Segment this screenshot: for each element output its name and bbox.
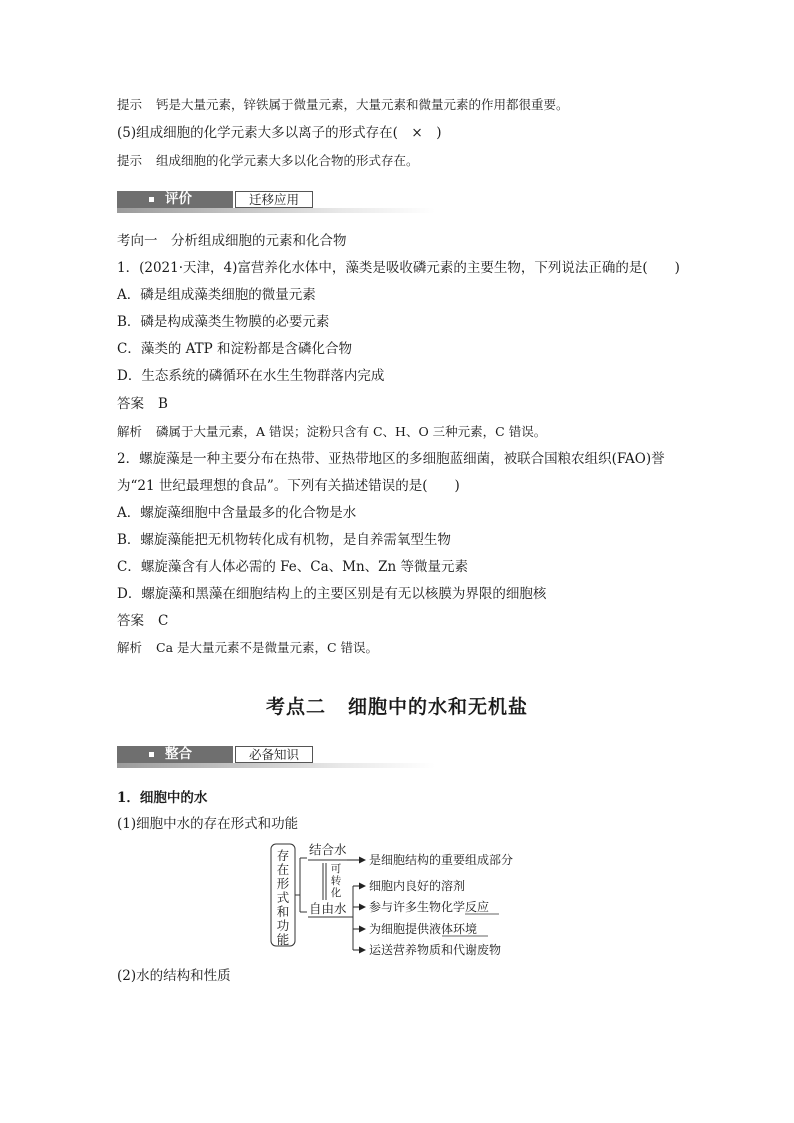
analysis-text: Ca 是大量元素不是微量元素，C 错误。	[156, 640, 379, 655]
question-1-option-b: B．磷是构成藻类生物膜的必要元素	[117, 314, 330, 330]
question-1-answer	[117, 395, 168, 413]
box-char: 式	[276, 890, 290, 905]
banner-underline	[117, 763, 435, 768]
question-2-option-d: D．螺旋藻和黑藻在细胞结构上的主要区别是有无以核膜为界限的细胞核	[117, 586, 547, 602]
banner-tag: 迁移应用	[235, 191, 313, 208]
hint-text: 钙是大量元素，锌铁属于微量元素，大量元素和微量元素的作用都很重要。	[156, 97, 569, 112]
box-char: 和	[276, 904, 290, 919]
question-2-analysis	[117, 639, 378, 657]
section-number: 考点二	[265, 696, 326, 718]
section-banner-evaluation	[117, 191, 435, 213]
hint-label: 提示	[117, 97, 143, 112]
box-char: 存	[276, 848, 290, 863]
svg-text:可: 可	[330, 863, 342, 875]
question-2-option-b: B．螺旋藻能把无机物转化成有机物，是自养需氧型生物	[117, 532, 451, 548]
question-1-option-a: A．磷是组成藻类细胞的微量元素	[117, 287, 316, 303]
hint-label: 提示	[117, 153, 143, 168]
question-1-stem: 1．(2021·天津，4)富营养化水体中，藻类是吸收磷元素的主要生物，下列说法正确的是( )	[117, 260, 680, 276]
square-bullet-icon	[149, 752, 154, 757]
box-char: 形	[276, 876, 290, 891]
banner-title: 评价	[165, 191, 192, 207]
answer-value: B	[158, 396, 168, 412]
answer-label: 答案	[117, 613, 144, 629]
question-1-option-d: D．生态系统的磷循环在水生生物群落内完成	[117, 368, 385, 384]
box-char: 在	[276, 862, 290, 877]
question-2-stem-line-2: 为“21 世纪最理想的食品”。下列有关描述错误的是( )	[117, 478, 460, 494]
box-char: 能	[276, 932, 290, 947]
analysis-text: 磷属于大量元素，A 错误；淀粉只含有 C、H、O 三种元素，C 错误。	[156, 424, 547, 439]
direction-heading: 考向一 分析组成细胞的元素和化合物	[117, 233, 347, 249]
bound-water-label: 结合水	[309, 842, 347, 857]
answer-label: 答案	[117, 396, 144, 412]
analysis-label: 解析	[117, 424, 143, 439]
convertible-label	[331, 863, 342, 899]
question-1-analysis	[117, 423, 546, 441]
question-1-option-c: C．藻类的 ATP 和淀粉都是含磷化合物	[117, 341, 353, 357]
subheading-water: 1．细胞中的水	[117, 790, 208, 806]
question-2-option-a: A．螺旋藻细胞中含量最多的化合物是水	[117, 505, 357, 521]
free-water-function-1: 细胞内良好的溶剂	[369, 879, 466, 893]
box-char: 功	[276, 918, 290, 933]
water-forms-diagram	[0, 838, 794, 958]
banner-title: 整合	[165, 746, 192, 762]
analysis-label: 解析	[117, 640, 143, 655]
banner-title-block	[117, 191, 233, 208]
bound-water-function: 是细胞结构的重要组成部分	[369, 853, 514, 867]
subheading-water-structure: (2)水的结构和性质	[117, 968, 231, 984]
svg-text:化: 化	[330, 887, 342, 899]
question-2-answer	[117, 612, 168, 630]
free-water-function-3: 为细胞提供液体环境	[369, 922, 478, 936]
banner-tag: 必备知识	[235, 746, 313, 763]
banner-title-block	[117, 746, 233, 763]
banner-underline	[117, 208, 435, 213]
hint-1	[117, 96, 569, 114]
section-name: 细胞中的水和无机盐	[348, 696, 529, 718]
hint-2	[117, 152, 419, 170]
section-title	[0, 692, 794, 719]
judgement-item-5: (5)组成细胞的化学元素大多以离子的形式存在( × )	[117, 125, 442, 141]
square-bullet-icon	[149, 197, 154, 202]
svg-text:转: 转	[330, 875, 342, 887]
section-banner-integration	[117, 746, 435, 768]
free-water-label: 自由水	[309, 901, 347, 916]
diagram-box-text	[277, 848, 290, 947]
free-water-function-2: 参与许多生物化学反应	[369, 900, 490, 914]
answer-value: C	[158, 613, 169, 629]
question-2-stem-line-1: 2．螺旋藻是一种主要分布在热带、亚热带地区的多细胞蓝细菌，被联合国粮农组织(FAO)誉	[117, 451, 665, 467]
hint-text: 组成细胞的化学元素大多以化合物的形式存在。	[156, 153, 419, 168]
subheading-water-forms: (1)细胞中水的存在形式和功能	[117, 816, 299, 832]
question-2-option-c: C．螺旋藻含有人体必需的 Fe、Ca、Mn、Zn 等微量元素	[117, 559, 468, 575]
free-water-function-4: 运送营养物质和代谢废物	[369, 943, 502, 957]
